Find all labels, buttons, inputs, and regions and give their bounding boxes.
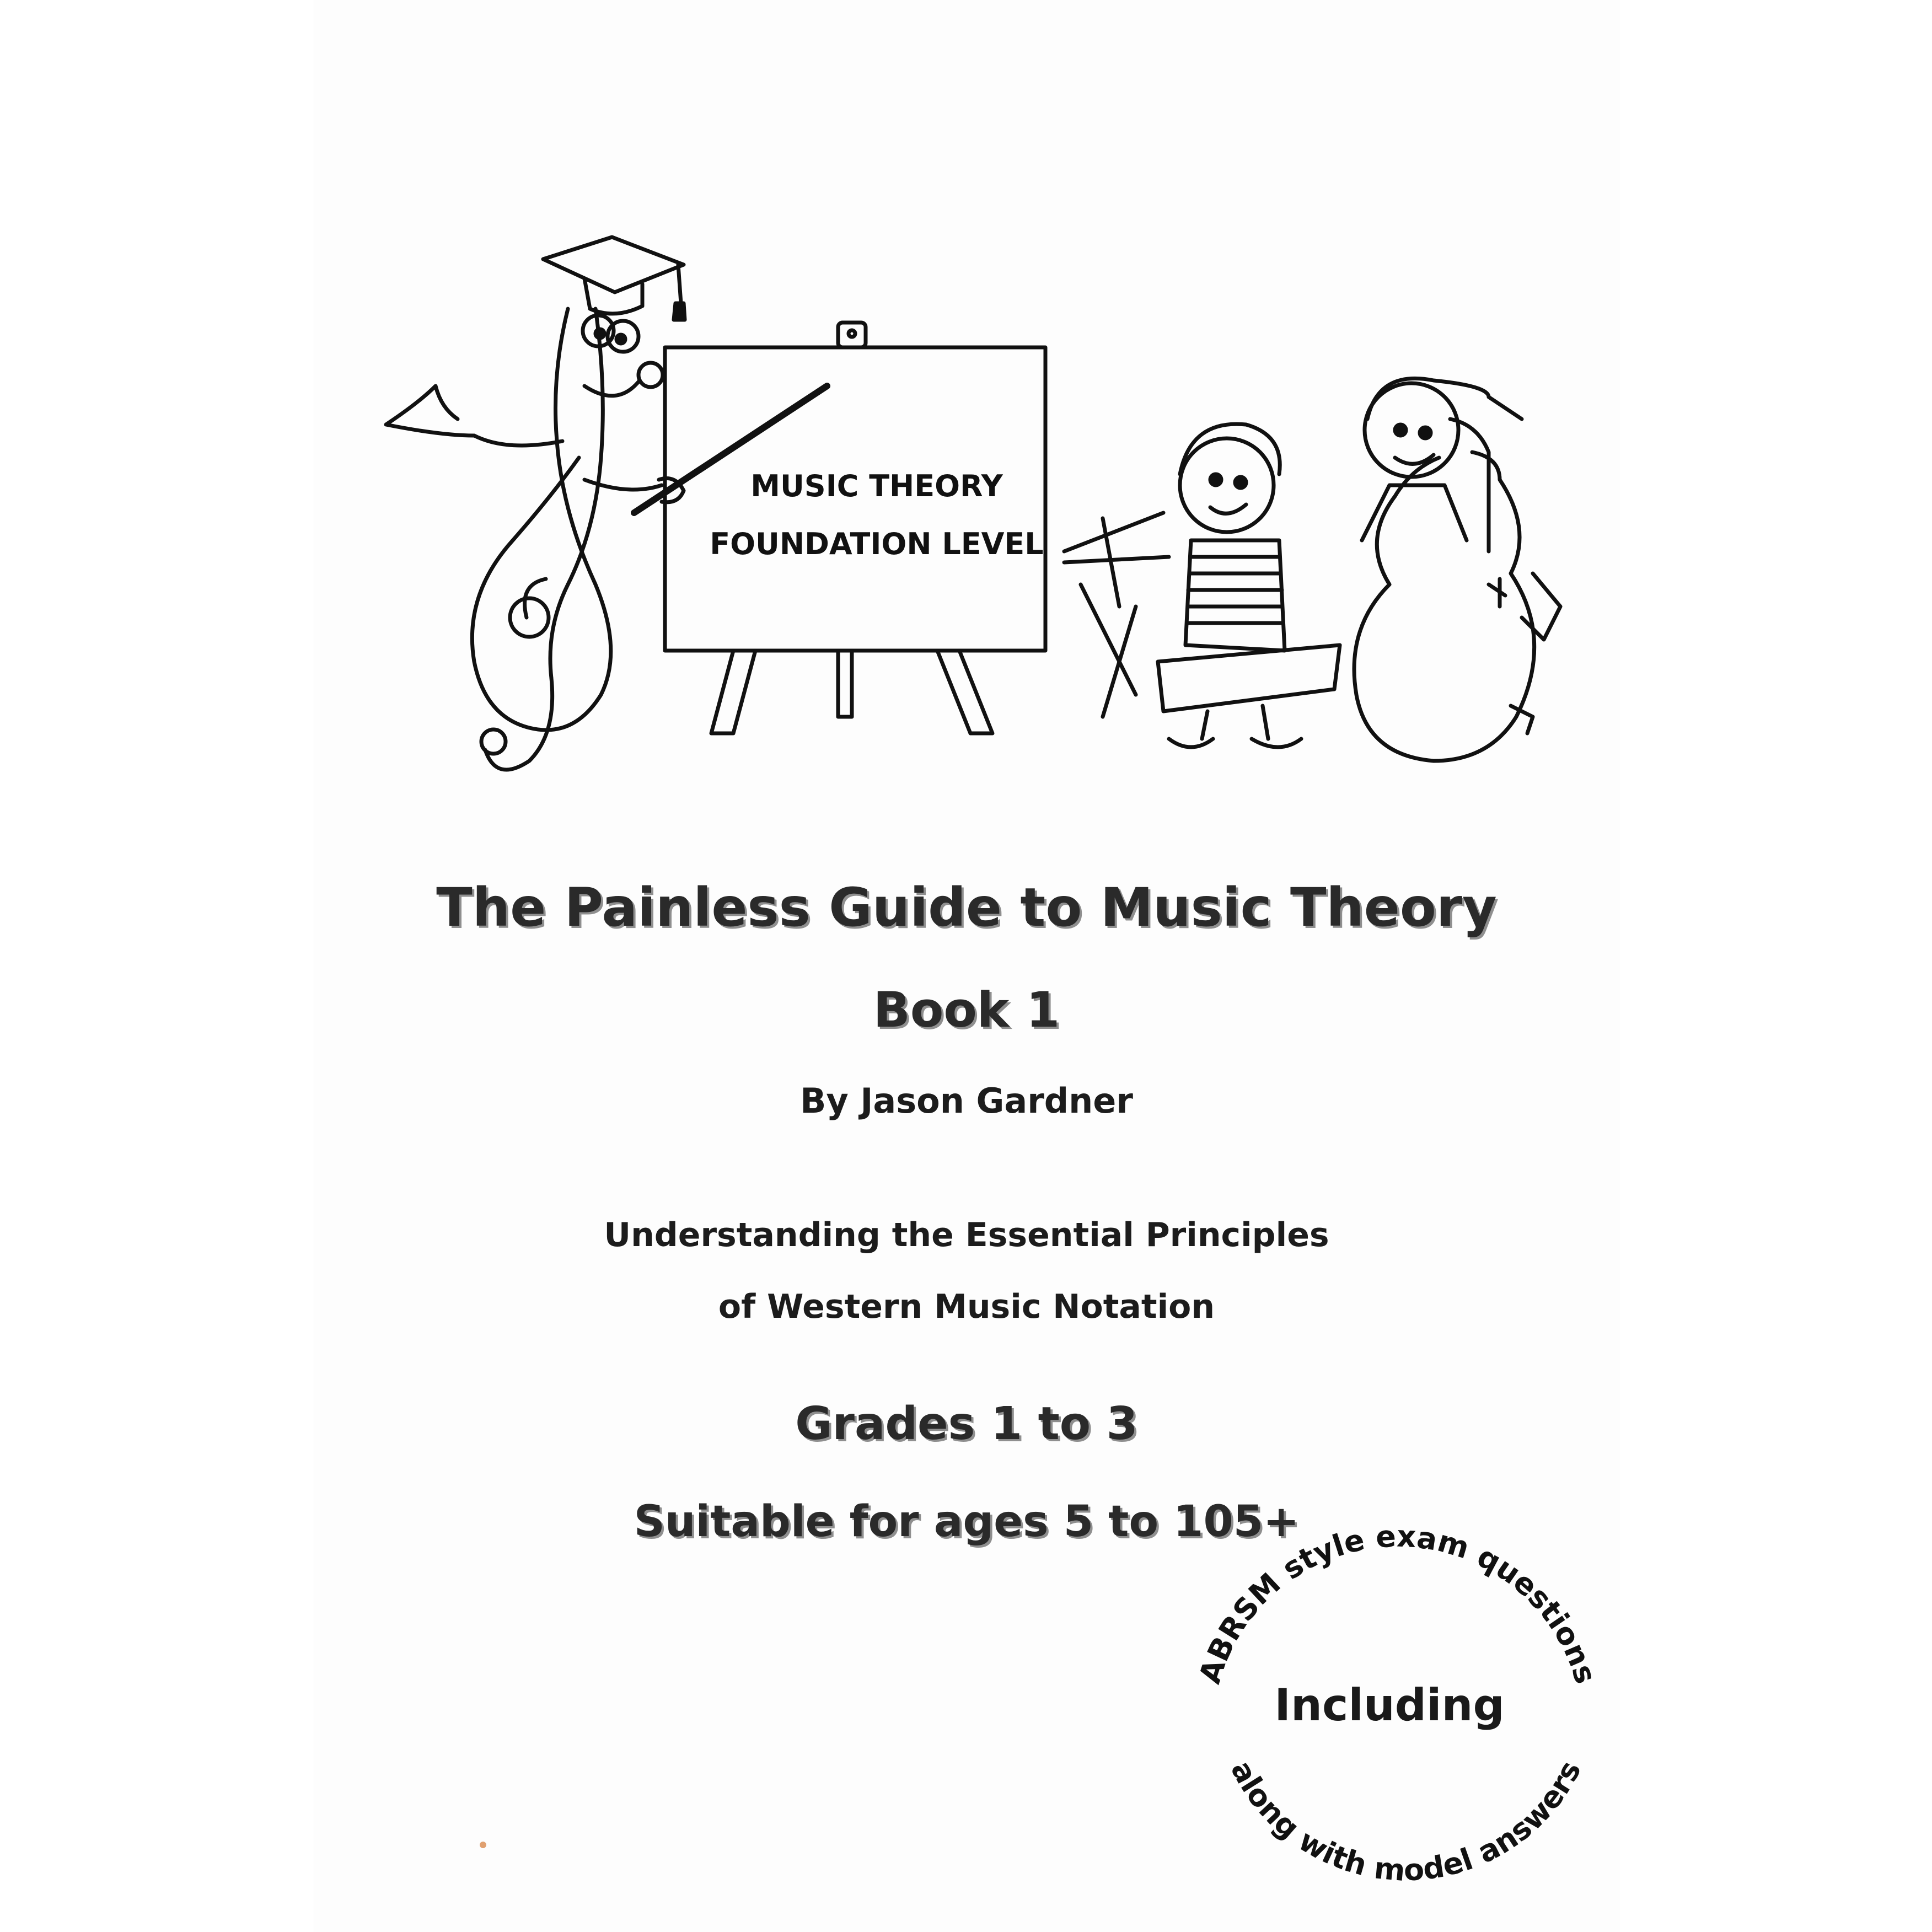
- book-title: The Painless Guide to Music Theory: [436, 877, 1497, 938]
- board-line-2: FOUNDATION LEVEL: [710, 527, 1044, 561]
- board-line-1: MUSIC THEORY: [750, 469, 1003, 503]
- abrsm-badge: [314, 0, 1619, 1932]
- subtitle-line-2: of Western Music Notation: [718, 1287, 1215, 1326]
- ages-line: Suitable for ages 5 to 105+: [634, 1497, 1300, 1547]
- speck-mark: [480, 1842, 486, 1848]
- badge-center: Including: [1274, 1679, 1505, 1731]
- book-cover: [314, 0, 1619, 1932]
- book-number: Book 1: [873, 981, 1060, 1038]
- badge-bottom-arc: along with model answers: [1223, 1755, 1588, 1888]
- badge-top-arc: ABRSM style exam questions: [1192, 1518, 1603, 1688]
- subtitle-line-1: Understanding the Essential Principles: [604, 1216, 1329, 1254]
- grades-line: Grades 1 to 3: [795, 1398, 1138, 1450]
- author-line: By Jason Gardner: [800, 1081, 1133, 1121]
